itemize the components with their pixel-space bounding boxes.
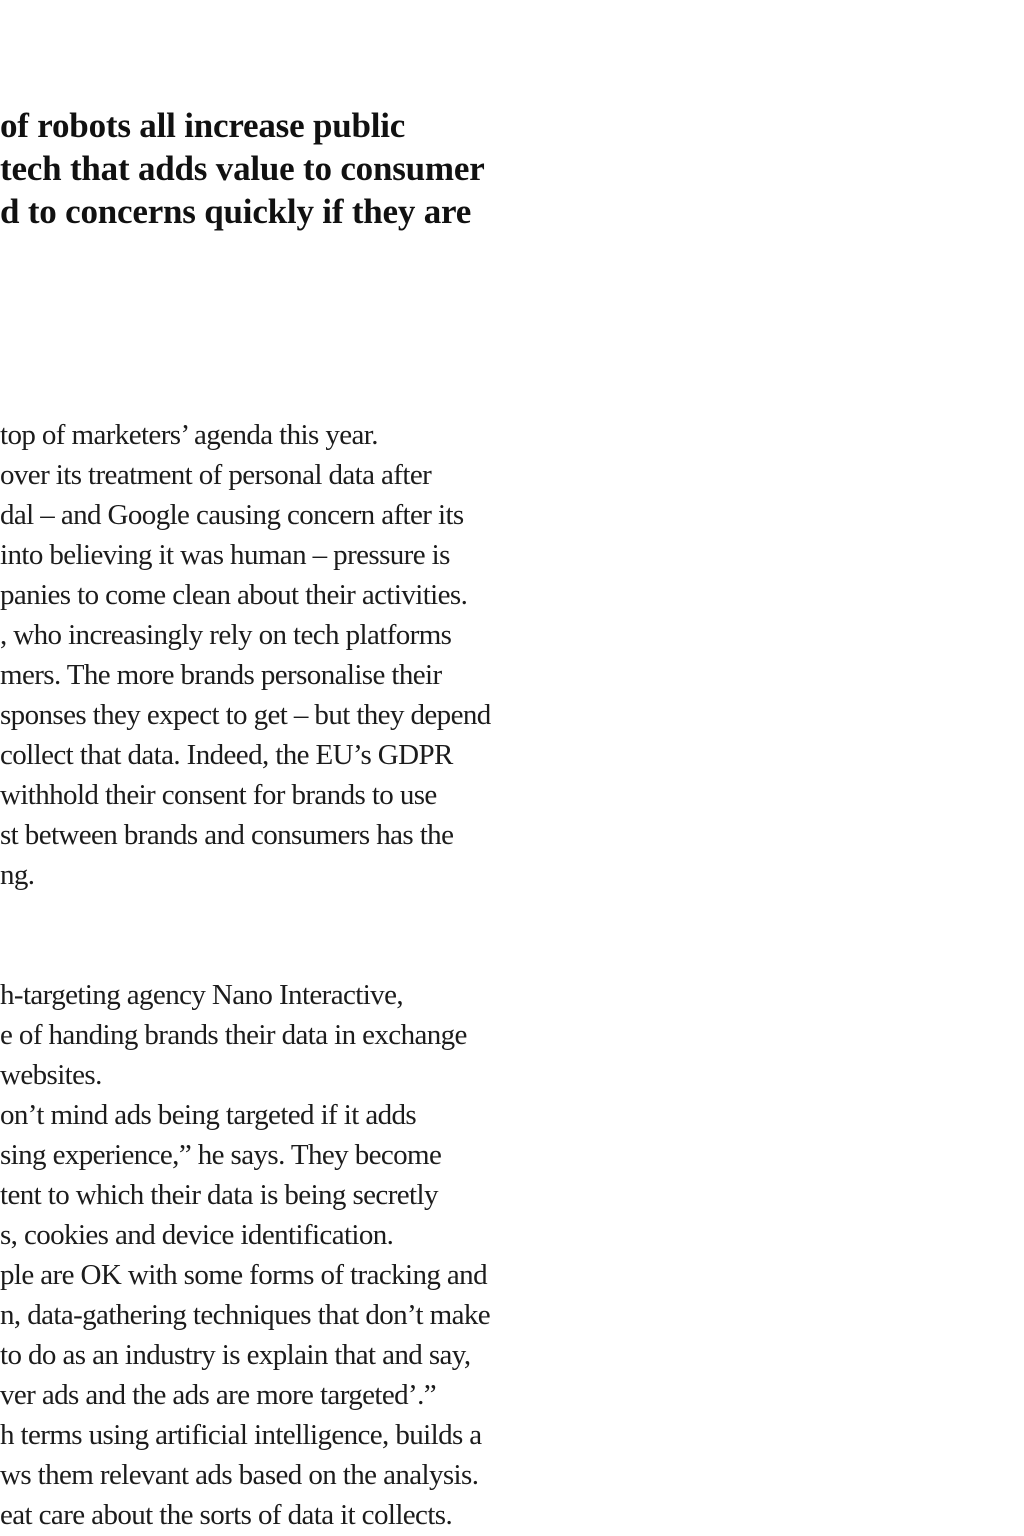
body-line: to do as an industry is explain that and say, (0, 1339, 471, 1371)
body-line: withhold their consent for brands to use (0, 779, 437, 811)
article-paragraph-nano-interactive (0, 975, 490, 1535)
body-line: mers. The more brands personalise their (0, 659, 442, 691)
body-line: ws them relevant ads based on the analysis. (0, 1459, 479, 1491)
body-line: top of marketers’ agenda this year. (0, 419, 378, 451)
article-paragraph-intro (0, 415, 491, 895)
article-standfirst (0, 104, 485, 233)
body-line: tent to which their data is being secretly (0, 1179, 438, 1211)
body-line: on’t mind ads being targeted if it adds (0, 1099, 417, 1131)
body-line: ng. (0, 859, 35, 891)
body-line: , who increasingly rely on tech platforms (0, 619, 452, 651)
body-line: panies to come clean about their activities. (0, 579, 468, 611)
body-line: n, data-gathering techniques that don’t make (0, 1299, 491, 1331)
body-line: sing experience,” he says. They become (0, 1139, 442, 1171)
body-line: sponses they expect to get – but they depend (0, 699, 491, 731)
body-line: e of handing brands their data in exchange (0, 1019, 467, 1051)
standfirst-line: d to concerns quickly if they are (0, 192, 472, 231)
body-line: collect that data. Indeed, the EU’s GDPR (0, 739, 453, 771)
body-line: into believing it was human – pressure is (0, 539, 450, 571)
body-line: h terms using artificial intelligence, builds a (0, 1419, 482, 1451)
standfirst-line: of robots all increase public (0, 106, 406, 145)
body-line: ple are OK with some forms of tracking and (0, 1259, 487, 1291)
body-line: eat care about the sorts of data it collects. (0, 1499, 453, 1531)
body-line: websites. (0, 1059, 102, 1091)
body-line: ver ads and the ads are more targeted’.” (0, 1379, 437, 1411)
body-line: st between brands and consumers has the (0, 819, 454, 851)
standfirst-line: tech that adds value to consumer (0, 149, 485, 188)
body-line: s, cookies and device identification. (0, 1219, 394, 1251)
body-line: h-targeting agency Nano Interactive, (0, 979, 404, 1011)
body-line: dal – and Google causing concern after its (0, 499, 464, 531)
body-line: over its treatment of personal data after (0, 459, 432, 491)
